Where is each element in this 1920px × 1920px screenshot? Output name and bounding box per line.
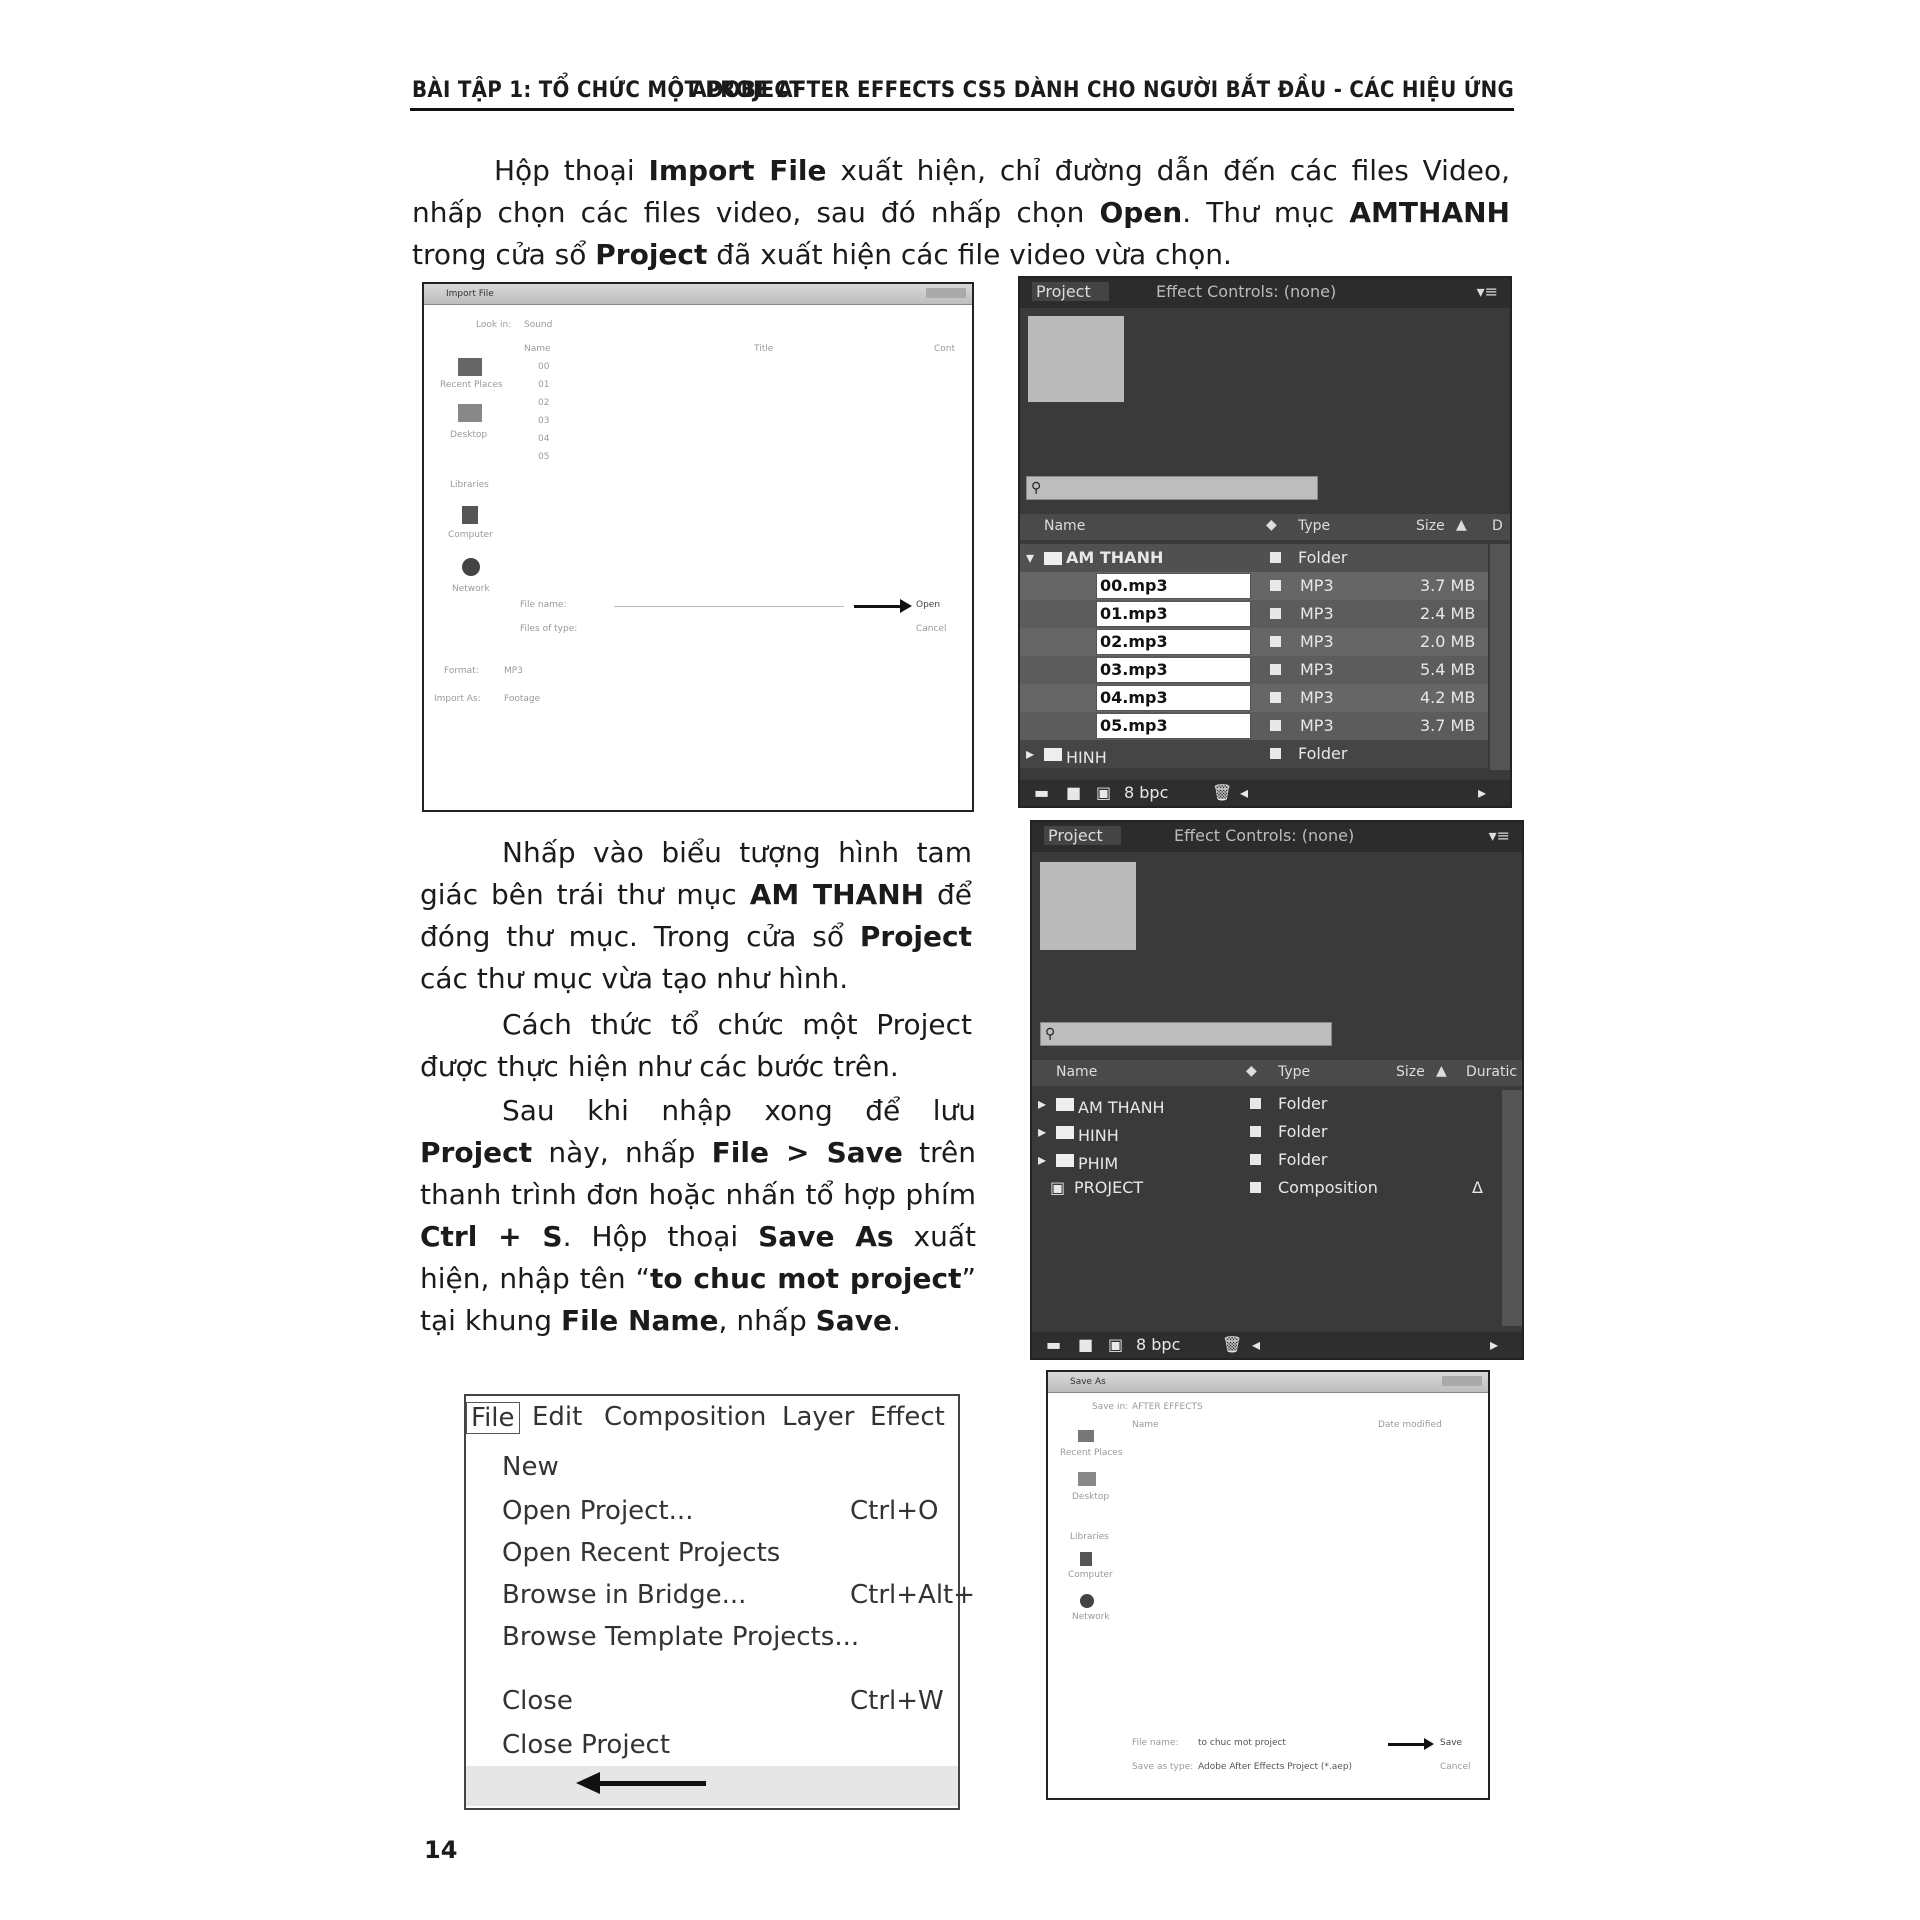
format-label: Format: [444,666,479,676]
arrow-shaft [596,1781,706,1786]
paragraph-organize: Cách thức tổ chức một Project được thực hiện như các bước trên. [420,1008,972,1083]
table-row[interactable]: 04.mp3 MP3 4.2 MB [1020,684,1488,712]
panel-bottom-bar [1032,1332,1522,1358]
col-date-modified[interactable]: Date modified [1378,1420,1442,1430]
recent-places-icon[interactable] [1078,1430,1094,1442]
table-row[interactable]: 02.mp3 MP3 2.0 MB [1020,628,1488,656]
import-as-select[interactable]: Footage [504,694,541,704]
label-swatch[interactable] [1250,1098,1261,1109]
scroll-left-icon[interactable]: ◂ [1240,783,1249,802]
save-type-select[interactable]: Adobe After Effects Project (*.aep) [1198,1762,1353,1772]
bit-depth-button[interactable]: 8 bpc [1136,1335,1181,1354]
expand-triangle-icon[interactable]: ▾ [1026,548,1035,567]
col-duration[interactable]: D [1492,518,1503,534]
new-composition-icon[interactable]: ▣ [1108,1335,1124,1354]
window-controls[interactable] [926,288,966,298]
new-folder-icon[interactable]: ■ [1066,783,1082,802]
folder-icon [1044,552,1062,565]
label-tag-icon[interactable]: ◆ [1266,517,1277,533]
col-cont[interactable]: Cont [934,344,956,354]
header-rule [410,108,1514,111]
menu-layer[interactable]: Layer [782,1402,855,1432]
shortcut: Ctrl+O [850,1496,939,1526]
trash-icon[interactable]: 🗑 [1222,1335,1243,1354]
menu-item-close-project[interactable]: Close Project [502,1730,671,1760]
expand-triangle-icon[interactable]: ▸ [1038,1150,1047,1169]
table-row[interactable]: ▸ AM THANH Folder [1038,1094,1328,1117]
desktop-icon[interactable] [1078,1472,1096,1486]
col-title[interactable]: Title [754,344,774,354]
folder-icon [1056,1154,1074,1167]
menu-composition[interactable]: Composition [604,1402,767,1432]
shortcut: Ctrl+W [850,1686,944,1716]
running-header-right: ADOBE AFTER EFFECTS CS5 DÀNH CHO NGƯỜI BẮT ĐẦU - CÁC HIỆU ỨNG [691,78,1514,103]
search-input[interactable] [1040,1022,1332,1046]
col-duration[interactable]: Duratic [1466,1064,1518,1080]
place-network[interactable]: Network [452,584,490,594]
network-icon[interactable] [1080,1594,1094,1608]
tab-effect-controls[interactable]: Effect Controls: (none) [1156,282,1337,301]
bit-depth-button[interactable]: 8 bpc [1124,783,1169,802]
vertical-scrollbar[interactable] [1502,1090,1522,1326]
place-desktop[interactable]: Desktop [1072,1492,1110,1502]
arrow-head-icon [1424,1738,1434,1750]
col-size[interactable]: Size [1416,518,1445,534]
label-swatch[interactable] [1270,748,1281,759]
place-computer[interactable]: Computer [448,530,493,540]
panel-bottom-bar [1020,780,1510,806]
place-recent[interactable]: Recent Places [1060,1448,1123,1458]
file-item[interactable]: 00 [538,362,550,372]
col-name[interactable]: Name [524,344,551,354]
arrow-left-icon [576,1772,600,1794]
computer-icon[interactable] [1080,1552,1092,1566]
panel-menu-icon[interactable]: ▾≡ [1488,826,1510,845]
menu-effect[interactable]: Effect [870,1402,945,1432]
vertical-scrollbar[interactable] [1490,544,1510,770]
place-recent[interactable]: Recent Places [440,380,503,390]
thumbnail-preview [1028,316,1124,402]
open-button[interactable]: Open [916,600,941,610]
scroll-right-icon[interactable]: ▸ [1489,1335,1498,1354]
col-name[interactable]: Name [1056,1064,1098,1080]
col-size[interactable]: Size [1396,1064,1425,1080]
menu-footer [466,1766,958,1806]
panel-tab-bar [1020,278,1510,308]
paragraph-close-folder: Nhấp vào biểu tượng hình tam giác bên trái thư mục AM THANH để đóng thư mục. Trong cửa sổ Project các thư mục vừa tạo như hình. [420,836,973,995]
table-row[interactable]: ▸ HINH Folder [1038,1122,1328,1145]
scroll-right-icon[interactable]: ▸ [1477,783,1486,802]
search-input[interactable] [1026,476,1318,500]
menu-item-browse-bridge[interactable]: Browse in Bridge... [502,1580,747,1610]
table-row[interactable]: ▸ HINH Folder [1020,740,1488,768]
file-name-cell[interactable]: 01.mp3 [1096,601,1251,627]
place-computer[interactable]: Computer [1068,1570,1113,1580]
label-swatch[interactable] [1250,1154,1261,1165]
table-row[interactable]: ▸ PHIM Folder [1038,1150,1328,1173]
file-name-cell[interactable]: 00.mp3 [1096,573,1251,599]
dialog-title-bar: Save As [1048,1372,1488,1393]
expand-triangle-icon[interactable]: ▸ [1038,1094,1047,1113]
label-swatch[interactable] [1270,720,1281,731]
new-folder-icon[interactable]: ■ [1078,1335,1094,1354]
thumbnail-preview [1040,862,1136,950]
col-type[interactable]: Type [1278,1064,1311,1080]
table-row[interactable]: 01.mp3 MP3 2.4 MB [1020,600,1488,628]
arrow-head-icon [900,599,912,613]
save-type-label: Save as type: [1132,1762,1194,1772]
label-swatch[interactable] [1270,580,1281,591]
file-name-cell[interactable]: 03.mp3 [1096,657,1251,683]
folder-icon [1056,1098,1074,1111]
file-item[interactable]: 05 [538,452,550,462]
network-icon[interactable] [462,558,480,576]
look-in-value[interactable]: Sound [524,320,553,330]
tab-project[interactable]: Project [1032,282,1109,301]
table-row[interactable]: 00.mp3 MP3 3.7 MB [1020,572,1488,600]
menu-edit[interactable]: Edit [532,1402,583,1432]
table-row[interactable]: 03.mp3 MP3 5.4 MB [1020,656,1488,684]
running-header-left: BÀI TẬP 1: TỔ CHỨC MỘT PROJECT [412,78,804,103]
place-desktop[interactable]: Desktop [450,430,488,440]
table-row[interactable]: ▣ PROJECT Composition Δ [1050,1178,1483,1197]
shortcut: Ctrl+Alt+ [850,1580,976,1610]
table-row[interactable]: ▾ AM THANH Folder [1020,544,1488,572]
place-libraries[interactable]: Libraries [1070,1532,1109,1542]
col-type[interactable]: Type [1298,518,1331,534]
menu-file[interactable]: File [466,1402,520,1434]
recent-places-icon[interactable] [458,358,482,376]
tab-project[interactable]: Project [1044,826,1121,845]
file-name-input[interactable]: to chuc mot project [1198,1738,1286,1748]
file-item[interactable]: 03 [538,416,550,426]
menu-item-open-recent[interactable]: Open Recent Projects [502,1538,781,1568]
page-number: 14 [424,1836,458,1864]
folder-icon [1044,748,1062,761]
trash-icon[interactable]: 🗑 [1212,783,1233,802]
interpret-footage-icon[interactable]: ▬ [1046,1335,1062,1354]
files-of-type-label: Files of type: [520,624,578,634]
menu-bar [466,1396,958,1440]
dialog-title-bar: Import File [424,284,972,305]
expand-triangle-icon[interactable]: ▸ [1038,1122,1047,1141]
file-menu-screenshot [464,1394,976,1810]
scroll-left-icon[interactable]: ◂ [1252,1335,1261,1354]
file-name-cell[interactable]: 02.mp3 [1096,629,1251,655]
tab-effect-controls[interactable]: Effect Controls: (none) [1174,826,1355,845]
file-item[interactable]: 01 [538,380,550,390]
delta-icon: Δ [1472,1178,1483,1197]
expand-triangle-icon[interactable]: ▸ [1026,744,1035,763]
menu-item-browse-templates[interactable]: Browse Template Projects... [502,1622,860,1652]
column-header-row [1032,1060,1522,1086]
search-icon: ⚲ [1045,1026,1056,1042]
label-swatch[interactable] [1270,664,1281,675]
save-in-label: Save in: [1092,1402,1129,1412]
arrow-to-open [854,605,904,608]
import-file-dialog [422,282,974,812]
file-name-cell[interactable]: 04.mp3 [1096,685,1251,711]
project-panel-collapsed [1030,820,1524,1360]
format-value: MP3 [504,666,523,676]
col-name[interactable]: Name [1044,518,1086,534]
project-panel-expanded [1018,276,1512,808]
panel-tab-bar [1032,822,1522,852]
place-libraries[interactable]: Libraries [450,480,489,490]
table-row[interactable]: 05.mp3 MP3 3.7 MB [1020,712,1488,740]
label-swatch[interactable] [1270,608,1281,619]
file-name-cell[interactable]: 05.mp3 [1096,713,1251,739]
menu-item-open-project[interactable]: Open Project... [502,1496,694,1526]
search-icon: ⚲ [1031,480,1042,496]
folder-icon [1056,1126,1074,1139]
label-swatch[interactable] [1270,692,1281,703]
arrow-to-save [1388,1743,1428,1746]
composition-icon: ▣ [1050,1178,1066,1197]
save-button[interactable]: Save [1440,1738,1463,1748]
paragraph-save: Sau khi nhập xong để lưu Project này, nhấp File > Save trên thanh trình đơn hoặc nhấn tổ hợp phím Ctrl + S. Hộp thoại Save As xuất hiện, nhập tên “to chuc mot project” tại khung File Name, nhấp Save. [420,1094,977,1337]
panel-menu-icon[interactable]: ▾≡ [1476,282,1498,301]
label-swatch[interactable] [1270,636,1281,647]
look-in-label: Look in: [476,320,512,330]
sort-ascending-icon: ▲ [1456,517,1467,533]
label-swatch[interactable] [1270,552,1281,563]
sort-ascending-icon: ▲ [1436,1063,1447,1079]
label-swatch[interactable] [1250,1182,1261,1193]
menu-item-new[interactable]: New [502,1452,559,1482]
label-swatch[interactable] [1250,1126,1261,1137]
label-tag-icon[interactable]: ◆ [1246,1063,1257,1079]
file-item[interactable]: 02 [538,398,550,408]
import-as-label: Import As: [434,694,481,704]
place-network[interactable]: Network [1072,1612,1110,1622]
menu-item-close[interactable]: Close [502,1686,573,1716]
column-header-row [1020,514,1510,540]
paragraph-import: Hộp thoại Import File xuất hiện, chỉ đường dẫn đến các files Video, nhấp chọn các files video, sau đó nhấp chọn Open. Thư mục AMTHANH trong cửa sổ Project đã xuất hiện các file video vừa chọn. [412,154,1510,271]
col-name[interactable]: Name [1132,1420,1159,1430]
desktop-icon[interactable] [458,404,482,422]
cancel-button[interactable]: Cancel [1440,1762,1471,1772]
file-name-input[interactable] [614,606,844,607]
file-name-label: File name: [520,600,567,610]
interpret-footage-icon[interactable]: ▬ [1034,783,1050,802]
window-controls[interactable] [1442,1376,1482,1386]
cancel-button[interactable]: Cancel [916,624,947,634]
save-as-dialog [1046,1370,1490,1800]
save-in-value[interactable]: AFTER EFFECTS [1132,1402,1203,1412]
file-name-label: File name: [1132,1738,1179,1748]
computer-icon[interactable] [462,506,478,524]
file-item[interactable]: 04 [538,434,550,444]
new-composition-icon[interactable]: ▣ [1096,783,1112,802]
